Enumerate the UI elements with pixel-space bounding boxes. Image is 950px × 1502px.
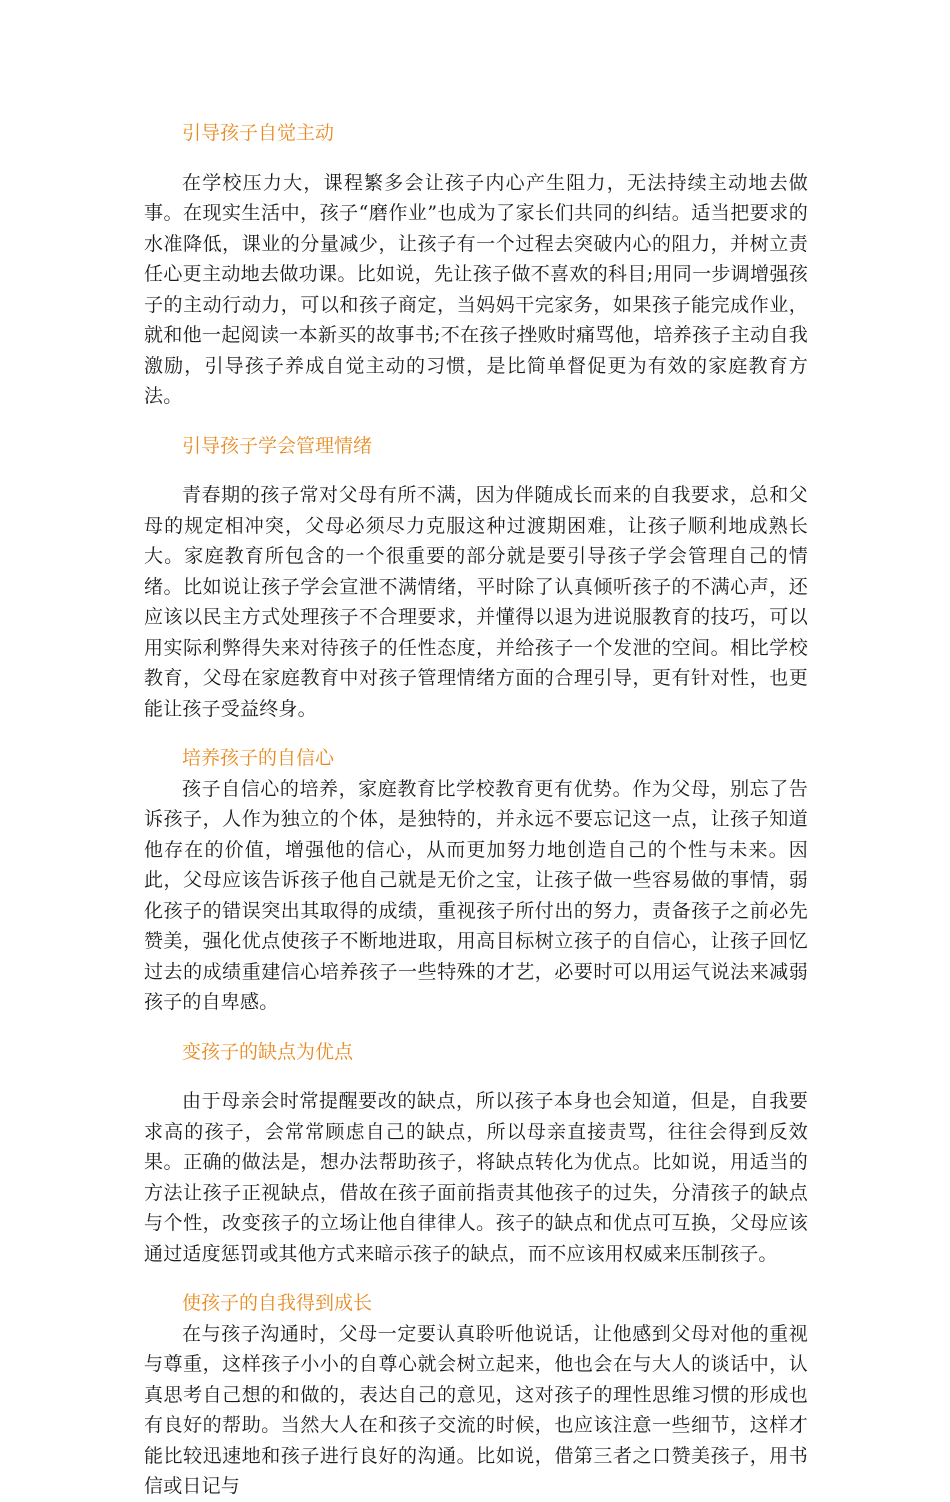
section-heading-self-motivation: 引导孩子自觉主动 [182, 122, 335, 144]
section-paragraph-turn-weakness-to-strength: 由于母亲会时常提醒要改的缺点，所以孩子本身也会知道，但是，自我要求高的孩子，会常常顾虑自己的缺点，所以母亲直接责骂，往往会得到反效果。正确的做法是，想办法帮助孩子，将缺点转化为优点。比如说，用适当的方法让孩子正视缺点，借故在孩子面前指责其他孩子的过失，分清孩子的缺点与个性，改变孩子的立场让他自律律人。孩子的缺点和优点可互换，父母应该通过适度惩罚或其他方式来暗示孩子的缺点，而不应该用权威来压制孩子。 [144, 1090, 808, 1265]
section-paragraph-self-motivation: 在学校压力大，课程繁多会让孩子内心产生阻力，无法持续主动地去做事。在现实生活中，孩子“磨作业”也成为了家长们共同的纠结。适当把要求的水准降低，课业的分量减少，让孩子有一个过程去突破内心的阻力，并树立责任心更主动地去做功课。比如说，先让孩子做不喜欢的科目;用同一步调增强孩子的主动行动力，可以和孩子商定，当妈妈干完家务，如果孩子能完成作业，就和他一起阅读一本新买的故事书;不在孩子挫败时痛骂他，培养孩子主动自我激励，引导孩子养成自觉主动的习惯，是比简单督促更为有效的家庭教育方法。 [144, 171, 808, 407]
section-heading-turn-weakness-to-strength: 变孩子的缺点为优点 [182, 1040, 354, 1063]
section-heading-self-confidence: 培养孩子的自信心 [182, 747, 335, 769]
document-body [144, 118, 808, 1502]
section-paragraph-self-confidence: 孩子自信心的培养，家庭教育比学校教育更有优势。作为父母，别忘了告诉孩子，人作为独立的个体，是独特的，并永远不要忘记这一点，让孩子知道他存在的价值，增强他的信心，从而更加努力地创造自己的个性与未来。因此，父母应该告诉孩子他自己就是无价之宝，让孩子做一些容易做的事情，弱化孩子的错误突出其取得的成绩，重视孩子所付出的努力，责备孩子之前必先赞美，强化优点使孩子不断地进取，用高目标树立孩子的自信心，让孩子回忆过去的成绩重建信心培养孩子一些特殊的才艺，必要时可以用运气说法来减弱孩子的自卑感。 [144, 777, 808, 1013]
section-paragraph-self-growth: 在与孩子沟通时，父母一定要认真聆听他说话，让他感到父母对他的重视与尊重，这样孩子小小的自尊心就会树立起来，他也会在与大人的谈话中，认真思考自己想的和做的，表达自己的意见，这对孩子的理性思维习惯的形成也有良好的帮助。当然大人在和孩子交流的时候，也应该注意一些细节，这样才能比较迅速地和孩子进行良好的沟通。比如说，借第三者之口赞美孩子，用书信或日记与 [144, 1322, 808, 1497]
section-heading-self-growth: 使孩子的自我得到成长 [182, 1292, 373, 1314]
section-heading-emotion-management: 引导孩子学会管理情绪 [182, 434, 373, 457]
section-paragraph-emotion-management: 青春期的孩子常对父母有所不满，因为伴随成长而来的自我要求，总和父母的规定相冲突，父母必须尽力克服这种过渡期困难，让孩子顺利地成熟长大。家庭教育所包含的一个很重要的部分就是要引导孩子学会管理自己的情绪。比如说让孩子学会宣泄不满情绪，平时除了认真倾听孩子的不满心声，还应该以民主方式处理孩子不合理要求，并懂得以退为进说服教育的技巧，可以用实际利弊得失来对待孩子的任性态度，并给孩子一个发泄的空间。相比学校教育，父母在家庭教育中对孩子管理情绪方面的合理引导，更有针对性，也更能让孩子受益终身。 [144, 484, 808, 720]
